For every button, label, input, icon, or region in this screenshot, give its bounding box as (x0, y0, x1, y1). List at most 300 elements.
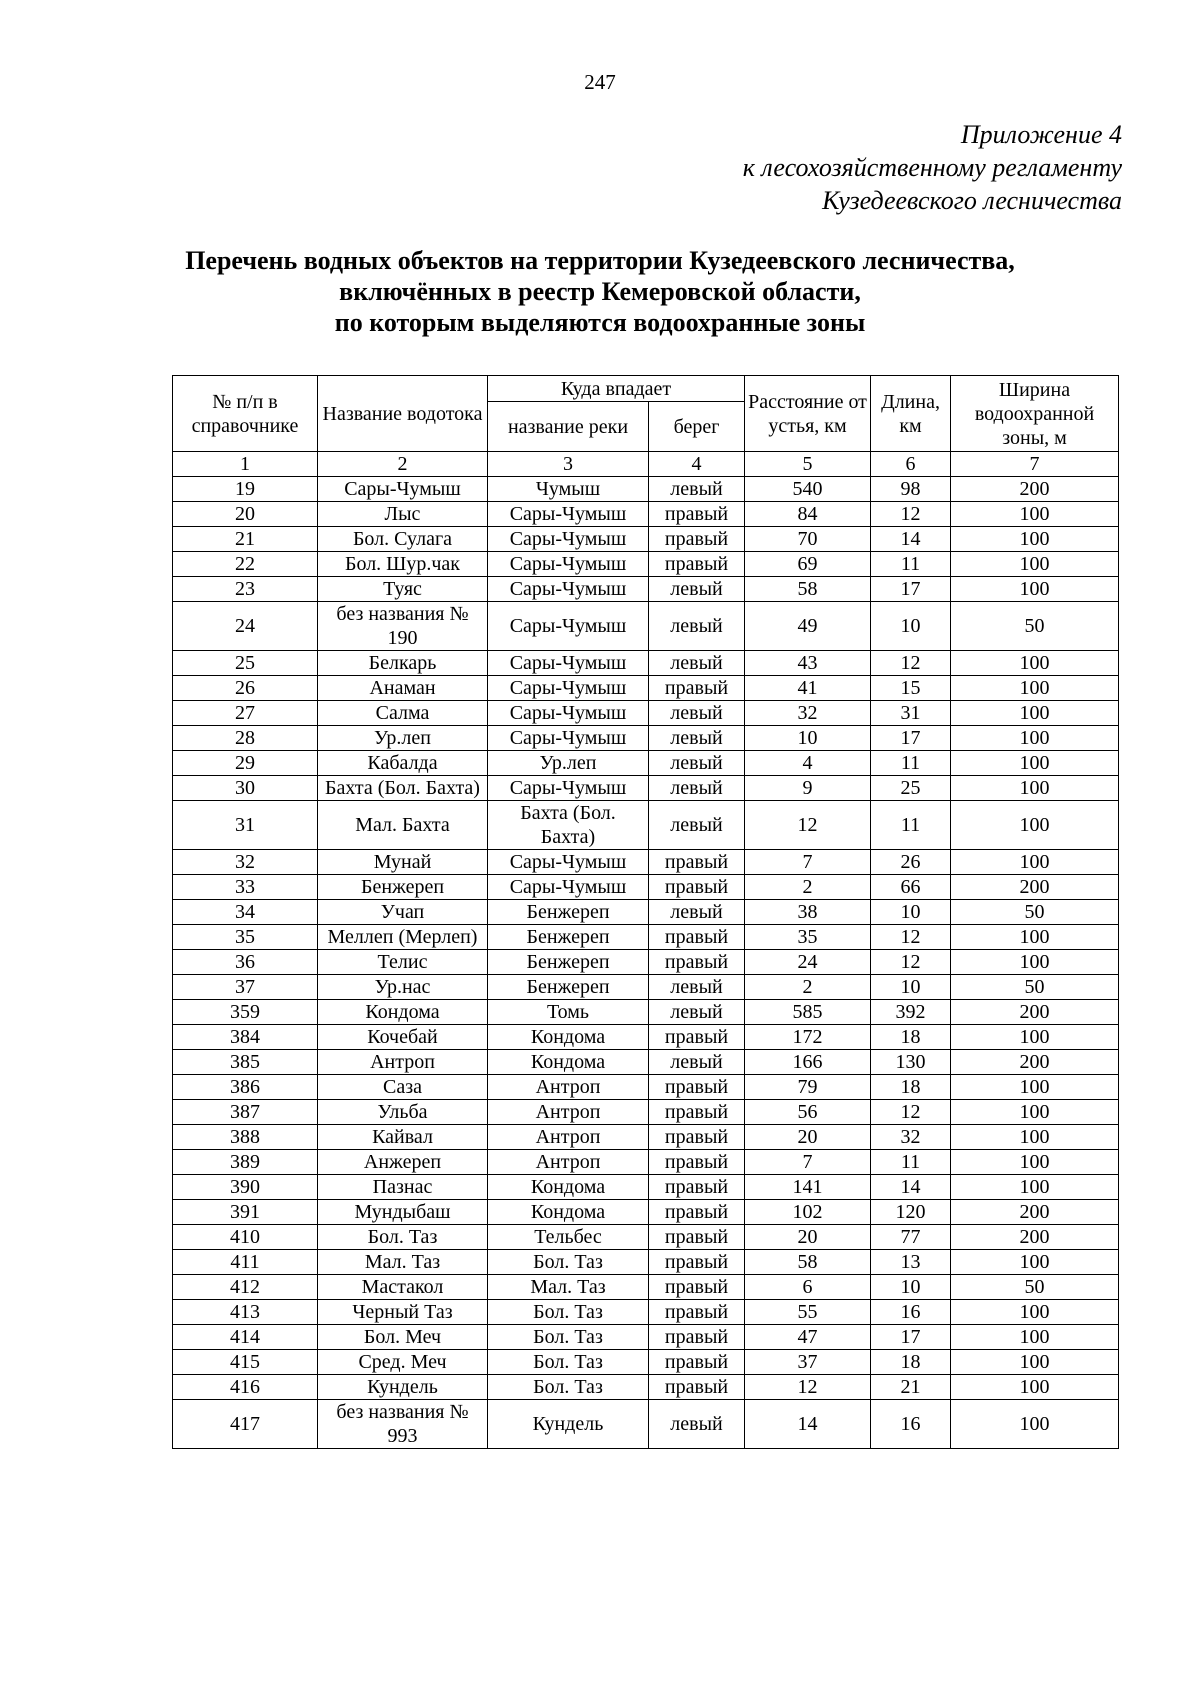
cell-length: 18 (871, 1350, 951, 1375)
column-number: 2 (318, 452, 488, 477)
column-number: 1 (173, 452, 318, 477)
cell-zone-width: 100 (951, 1350, 1119, 1375)
title-line-1: Перечень водных объектов на территории Кузедеевского лесничества, (185, 246, 1015, 275)
cell-bank: правый (649, 502, 745, 527)
cell-distance: 4 (745, 751, 871, 776)
cell-stream-name: Саза (318, 1075, 488, 1100)
cell-num: 359 (173, 1000, 318, 1025)
cell-river-name: Сары-Чумыш (488, 577, 649, 602)
table-header (173, 376, 1119, 477)
table-row (173, 651, 1119, 676)
cell-num: 384 (173, 1025, 318, 1050)
table-row (173, 1200, 1119, 1225)
cell-bank: правый (649, 850, 745, 875)
column-number: 4 (649, 452, 745, 477)
cell-num: 386 (173, 1075, 318, 1100)
cell-river-name: Сары-Чумыш (488, 850, 649, 875)
cell-bank: левый (649, 975, 745, 1000)
cell-distance: 84 (745, 502, 871, 527)
cell-zone-width: 200 (951, 1200, 1119, 1225)
cell-zone-width: 100 (951, 651, 1119, 676)
cell-bank: левый (649, 726, 745, 751)
title-line-3: по которым выделяются водоохранные зоны (334, 308, 866, 337)
cell-river-name: Кундель (488, 1400, 649, 1449)
cell-zone-width: 100 (951, 801, 1119, 850)
cell-zone-width: 100 (951, 1300, 1119, 1325)
cell-distance: 41 (745, 676, 871, 701)
table-row (173, 1175, 1119, 1200)
table-row (173, 850, 1119, 875)
cell-length: 77 (871, 1225, 951, 1250)
cell-zone-width: 100 (951, 1025, 1119, 1050)
cell-num: 387 (173, 1100, 318, 1125)
cell-stream-name: Мундыбаш (318, 1200, 488, 1225)
cell-river-name: Сары-Чумыш (488, 552, 649, 577)
cell-length: 26 (871, 850, 951, 875)
cell-length: 25 (871, 776, 951, 801)
cell-num: 34 (173, 900, 318, 925)
cell-distance: 6 (745, 1275, 871, 1300)
cell-river-name: Бол. Таз (488, 1375, 649, 1400)
cell-river-name: Тельбес (488, 1225, 649, 1250)
table-row (173, 1325, 1119, 1350)
cell-stream-name: Анаман (318, 676, 488, 701)
cell-zone-width: 100 (951, 950, 1119, 975)
cell-river-name: Кондома (488, 1025, 649, 1050)
cell-num: 35 (173, 925, 318, 950)
cell-zone-width: 50 (951, 1275, 1119, 1300)
cell-distance: 102 (745, 1200, 871, 1225)
cell-num: 413 (173, 1300, 318, 1325)
cell-river-name: Бенжереп (488, 925, 649, 950)
cell-river-name: Сары-Чумыш (488, 701, 649, 726)
cell-distance: 172 (745, 1025, 871, 1050)
cell-bank: левый (649, 1000, 745, 1025)
cell-stream-name: Мунай (318, 850, 488, 875)
cell-distance: 20 (745, 1225, 871, 1250)
cell-distance: 141 (745, 1175, 871, 1200)
cell-length: 14 (871, 527, 951, 552)
cell-bank: правый (649, 875, 745, 900)
cell-bank: левый (649, 751, 745, 776)
title-line-2: включённых в реестр Кемеровской области, (339, 277, 861, 306)
cell-river-name: Кондома (488, 1200, 649, 1225)
table-row (173, 1275, 1119, 1300)
cell-bank: правый (649, 1200, 745, 1225)
cell-river-name: Сары-Чумыш (488, 676, 649, 701)
cell-num: 385 (173, 1050, 318, 1075)
cell-distance: 7 (745, 1150, 871, 1175)
cell-length: 12 (871, 502, 951, 527)
cell-bank: правый (649, 1300, 745, 1325)
table-row (173, 701, 1119, 726)
cell-zone-width: 100 (951, 552, 1119, 577)
table-row (173, 950, 1119, 975)
cell-zone-width: 100 (951, 1075, 1119, 1100)
cell-length: 12 (871, 651, 951, 676)
cell-bank: правый (649, 1375, 745, 1400)
cell-stream-name: Бол. Сулага (318, 527, 488, 552)
cell-river-name: Бахта (Бол. Бахта) (488, 801, 649, 850)
cell-bank: левый (649, 651, 745, 676)
cell-stream-name: Бол. Меч (318, 1325, 488, 1350)
cell-bank: правый (649, 950, 745, 975)
cell-river-name: Ур.леп (488, 751, 649, 776)
cell-zone-width: 100 (951, 1325, 1119, 1350)
cell-length: 12 (871, 925, 951, 950)
cell-length: 18 (871, 1075, 951, 1100)
cell-distance: 10 (745, 726, 871, 751)
cell-stream-name: Анжереп (318, 1150, 488, 1175)
cell-bank: левый (649, 900, 745, 925)
cell-distance: 79 (745, 1075, 871, 1100)
cell-stream-name: без названия № 993 (318, 1400, 488, 1449)
cell-bank: левый (649, 477, 745, 502)
cell-zone-width: 200 (951, 875, 1119, 900)
column-number: 3 (488, 452, 649, 477)
cell-zone-width: 200 (951, 1225, 1119, 1250)
cell-length: 17 (871, 726, 951, 751)
table-row (173, 552, 1119, 577)
cell-river-name: Кондома (488, 1175, 649, 1200)
column-number: 7 (951, 452, 1119, 477)
cell-num: 30 (173, 776, 318, 801)
cell-length: 66 (871, 875, 951, 900)
cell-river-name: Бол. Таз (488, 1300, 649, 1325)
cell-stream-name: Сред. Меч (318, 1350, 488, 1375)
cell-distance: 47 (745, 1325, 871, 1350)
cell-bank: правый (649, 1075, 745, 1100)
cell-distance: 2 (745, 975, 871, 1000)
cell-stream-name: Кондома (318, 1000, 488, 1025)
cell-length: 14 (871, 1175, 951, 1200)
cell-zone-width: 100 (951, 1100, 1119, 1125)
appendix-note (743, 118, 1122, 217)
cell-num: 416 (173, 1375, 318, 1400)
table-row (173, 925, 1119, 950)
cell-bank: правый (649, 1225, 745, 1250)
cell-num: 391 (173, 1200, 318, 1225)
appendix-line-1: Приложение 4 (960, 120, 1122, 149)
cell-distance: 37 (745, 1350, 871, 1375)
cell-stream-name: Ульба (318, 1100, 488, 1125)
cell-zone-width: 100 (951, 1250, 1119, 1275)
page-number: 247 (584, 70, 616, 94)
cell-stream-name: Антроп (318, 1050, 488, 1075)
cell-num: 25 (173, 651, 318, 676)
cell-length: 31 (871, 701, 951, 726)
cell-stream-name: Меллеп (Мерлеп) (318, 925, 488, 950)
cell-distance: 58 (745, 577, 871, 602)
cell-num: 32 (173, 850, 318, 875)
table-body (173, 477, 1119, 1449)
cell-river-name: Антроп (488, 1100, 649, 1125)
cell-length: 32 (871, 1125, 951, 1150)
cell-distance: 2 (745, 875, 871, 900)
header-length: Длина, км (871, 376, 951, 452)
cell-length: 10 (871, 900, 951, 925)
cell-num: 26 (173, 676, 318, 701)
cell-river-name: Сары-Чумыш (488, 726, 649, 751)
table-row (173, 1375, 1119, 1400)
cell-bank: левый (649, 577, 745, 602)
cell-distance: 166 (745, 1050, 871, 1075)
table-row (173, 751, 1119, 776)
cell-river-name: Сары-Чумыш (488, 502, 649, 527)
cell-stream-name: Кайвал (318, 1125, 488, 1150)
cell-river-name: Сары-Чумыш (488, 527, 649, 552)
cell-bank: правый (649, 1125, 745, 1150)
cell-length: 11 (871, 1150, 951, 1175)
cell-length: 11 (871, 751, 951, 776)
table-row (173, 602, 1119, 651)
cell-length: 98 (871, 477, 951, 502)
cell-distance: 7 (745, 850, 871, 875)
cell-bank: левый (649, 1400, 745, 1449)
cell-stream-name: Ур.леп (318, 726, 488, 751)
column-number: 6 (871, 452, 951, 477)
table-row (173, 1000, 1119, 1025)
cell-stream-name: Черный Таз (318, 1300, 488, 1325)
cell-stream-name: без названия № 190 (318, 602, 488, 651)
cell-river-name: Кондома (488, 1050, 649, 1075)
cell-bank: правый (649, 1325, 745, 1350)
header-bank: берег (649, 402, 745, 452)
cell-num: 417 (173, 1400, 318, 1449)
cell-zone-width: 100 (951, 676, 1119, 701)
document-title (0, 245, 1200, 338)
cell-distance: 56 (745, 1100, 871, 1125)
table-row (173, 1225, 1119, 1250)
cell-num: 20 (173, 502, 318, 527)
cell-stream-name: Кабалда (318, 751, 488, 776)
cell-num: 410 (173, 1225, 318, 1250)
cell-length: 120 (871, 1200, 951, 1225)
cell-bank: левый (649, 602, 745, 651)
cell-stream-name: Мал. Таз (318, 1250, 488, 1275)
cell-distance: 55 (745, 1300, 871, 1325)
cell-num: 388 (173, 1125, 318, 1150)
cell-zone-width: 100 (951, 1175, 1119, 1200)
cell-bank: правый (649, 1175, 745, 1200)
table-row (173, 577, 1119, 602)
table-row (173, 502, 1119, 527)
cell-bank: правый (649, 676, 745, 701)
cell-length: 16 (871, 1400, 951, 1449)
cell-river-name: Бол. Таз (488, 1325, 649, 1350)
table-row (173, 875, 1119, 900)
cell-river-name: Антроп (488, 1075, 649, 1100)
table-row (173, 1125, 1119, 1150)
cell-length: 130 (871, 1050, 951, 1075)
header-name: Название водотока (318, 376, 488, 452)
cell-length: 18 (871, 1025, 951, 1050)
cell-zone-width: 100 (951, 527, 1119, 552)
table-row (173, 900, 1119, 925)
header-flows-into: Куда впадает (488, 376, 745, 402)
cell-num: 411 (173, 1250, 318, 1275)
cell-num: 21 (173, 527, 318, 552)
cell-river-name: Чумыш (488, 477, 649, 502)
table-row (173, 1150, 1119, 1175)
header-num: № п/п в справочнике (173, 376, 318, 452)
cell-zone-width: 100 (951, 577, 1119, 602)
cell-num: 23 (173, 577, 318, 602)
cell-distance: 14 (745, 1400, 871, 1449)
table-row (173, 1075, 1119, 1100)
table-row (173, 1250, 1119, 1275)
cell-bank: правый (649, 1250, 745, 1275)
cell-num: 28 (173, 726, 318, 751)
cell-length: 12 (871, 950, 951, 975)
table-row (173, 1300, 1119, 1325)
cell-num: 33 (173, 875, 318, 900)
cell-zone-width: 200 (951, 1050, 1119, 1075)
cell-stream-name: Кундель (318, 1375, 488, 1400)
cell-distance: 49 (745, 602, 871, 651)
cell-bank: правый (649, 527, 745, 552)
cell-river-name: Бенжереп (488, 950, 649, 975)
cell-length: 10 (871, 602, 951, 651)
cell-zone-width: 100 (951, 925, 1119, 950)
cell-bank: правый (649, 1275, 745, 1300)
cell-river-name: Бенжереп (488, 900, 649, 925)
table-row (173, 1025, 1119, 1050)
table-row (173, 1400, 1119, 1449)
cell-zone-width: 100 (951, 701, 1119, 726)
cell-stream-name: Белкарь (318, 651, 488, 676)
table-row (173, 975, 1119, 1000)
cell-river-name: Сары-Чумыш (488, 651, 649, 676)
cell-num: 390 (173, 1175, 318, 1200)
cell-num: 31 (173, 801, 318, 850)
cell-length: 10 (871, 1275, 951, 1300)
cell-zone-width: 50 (951, 602, 1119, 651)
cell-zone-width: 100 (951, 502, 1119, 527)
cell-zone-width: 100 (951, 776, 1119, 801)
cell-num: 19 (173, 477, 318, 502)
cell-stream-name: Лыс (318, 502, 488, 527)
cell-distance: 69 (745, 552, 871, 577)
cell-length: 13 (871, 1250, 951, 1275)
cell-bank: правый (649, 552, 745, 577)
cell-distance: 35 (745, 925, 871, 950)
cell-stream-name: Пазнас (318, 1175, 488, 1200)
table-row (173, 477, 1119, 502)
cell-length: 11 (871, 801, 951, 850)
cell-length: 17 (871, 577, 951, 602)
cell-river-name: Бол. Таз (488, 1250, 649, 1275)
cell-zone-width: 50 (951, 900, 1119, 925)
cell-length: 11 (871, 552, 951, 577)
cell-stream-name: Мал. Бахта (318, 801, 488, 850)
cell-distance: 70 (745, 527, 871, 552)
cell-river-name: Мал. Таз (488, 1275, 649, 1300)
cell-num: 414 (173, 1325, 318, 1350)
cell-distance: 540 (745, 477, 871, 502)
cell-stream-name: Туяс (318, 577, 488, 602)
cell-length: 392 (871, 1000, 951, 1025)
cell-distance: 9 (745, 776, 871, 801)
cell-river-name: Сары-Чумыш (488, 875, 649, 900)
cell-bank: левый (649, 701, 745, 726)
table-row (173, 726, 1119, 751)
cell-river-name: Антроп (488, 1125, 649, 1150)
cell-zone-width: 100 (951, 1400, 1119, 1449)
cell-zone-width: 100 (951, 1375, 1119, 1400)
cell-stream-name: Бахта (Бол. Бахта) (318, 776, 488, 801)
cell-distance: 24 (745, 950, 871, 975)
cell-num: 36 (173, 950, 318, 975)
cell-num: 412 (173, 1275, 318, 1300)
cell-river-name: Сары-Чумыш (488, 776, 649, 801)
cell-river-name: Томь (488, 1000, 649, 1025)
cell-stream-name: Бенжереп (318, 875, 488, 900)
cell-num: 415 (173, 1350, 318, 1375)
cell-bank: левый (649, 1050, 745, 1075)
header-zone-width: Ширина водоохранной зоны, м (951, 376, 1119, 452)
cell-river-name: Бенжереп (488, 975, 649, 1000)
cell-num: 37 (173, 975, 318, 1000)
cell-distance: 38 (745, 900, 871, 925)
cell-zone-width: 100 (951, 1150, 1119, 1175)
cell-zone-width: 100 (951, 1125, 1119, 1150)
table-row (173, 1100, 1119, 1125)
cell-distance: 585 (745, 1000, 871, 1025)
cell-num: 389 (173, 1150, 318, 1175)
table-row (173, 527, 1119, 552)
cell-distance: 20 (745, 1125, 871, 1150)
cell-stream-name: Сары-Чумыш (318, 477, 488, 502)
column-numbers-row (173, 452, 1119, 477)
cell-zone-width: 200 (951, 1000, 1119, 1025)
appendix-line-2: к лесохозяйственному регламенту (742, 153, 1122, 182)
cell-zone-width: 100 (951, 726, 1119, 751)
cell-bank: правый (649, 1100, 745, 1125)
cell-stream-name: Телис (318, 950, 488, 975)
cell-distance: 43 (745, 651, 871, 676)
cell-length: 17 (871, 1325, 951, 1350)
cell-bank: правый (649, 1025, 745, 1050)
cell-bank: левый (649, 776, 745, 801)
cell-length: 21 (871, 1375, 951, 1400)
cell-stream-name: Мастакол (318, 1275, 488, 1300)
cell-length: 15 (871, 676, 951, 701)
cell-num: 27 (173, 701, 318, 726)
cell-bank: правый (649, 1350, 745, 1375)
table-row (173, 801, 1119, 850)
cell-zone-width: 100 (951, 850, 1119, 875)
cell-zone-width: 200 (951, 477, 1119, 502)
cell-river-name: Сары-Чумыш (488, 602, 649, 651)
cell-zone-width: 100 (951, 751, 1119, 776)
cell-stream-name: Бол. Таз (318, 1225, 488, 1250)
cell-distance: 12 (745, 1375, 871, 1400)
appendix-line-3: Кузедеевского лесничества (822, 186, 1122, 215)
cell-bank: правый (649, 1150, 745, 1175)
table-row (173, 676, 1119, 701)
cell-num: 29 (173, 751, 318, 776)
cell-distance: 12 (745, 801, 871, 850)
cell-length: 10 (871, 975, 951, 1000)
header-distance: Расстояние от устья, км (745, 376, 871, 452)
cell-num: 24 (173, 602, 318, 651)
cell-stream-name: Учап (318, 900, 488, 925)
table-row (173, 1350, 1119, 1375)
water-objects-table (172, 375, 1119, 1449)
cell-distance: 32 (745, 701, 871, 726)
header-river-name: название реки (488, 402, 649, 452)
